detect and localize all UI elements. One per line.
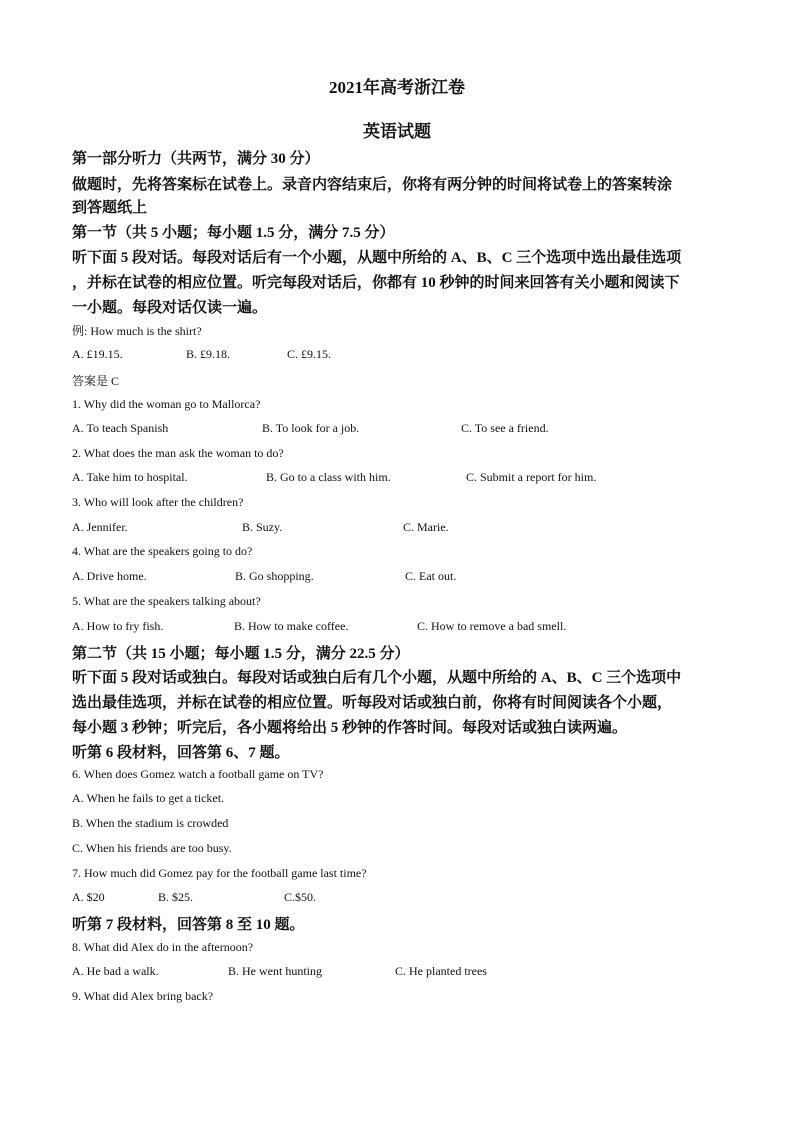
q3-option-b: B. Suzy. (242, 520, 283, 534)
section2-instruction-line3: 每小题 3 秒钟；听完后，各小题将给出 5 秒钟的作答时间。每段对话或独白读两遍。 (72, 720, 628, 736)
section2-heading: 第二节（共 15 小题；每小题 1.5 分，满分 22.5 分） (72, 646, 410, 662)
q3-option-a: A. Jennifer. (72, 520, 128, 534)
section1-instruction-line2: ，并标在试卷的相应位置。听完每段对话后，你都有 10 秒钟的时间来回答有关小题和阅读下 (72, 275, 680, 291)
question-3: 3. Who will look after the children? (72, 495, 244, 509)
q3-option-c: C. Marie. (403, 520, 449, 534)
q6-option-a: A. When he fails to get a ticket. (72, 791, 225, 805)
question-4: 4. What are the speakers going to do? (72, 544, 253, 558)
section1-instruction-line3: 一小题。每段对话仅读一遍。 (72, 300, 268, 316)
example-option-c: C. £9.15. (287, 347, 332, 361)
q4-option-a: A. Drive home. (72, 569, 147, 583)
exam-title: 2021年高考浙江卷 (329, 78, 465, 97)
q8-option-c: C. He planted trees (395, 964, 487, 978)
q8-option-a: A. He bad a walk. (72, 964, 159, 978)
part1-heading: 第一部分听力（共两节，满分 30 分） (72, 151, 320, 167)
question-5: 5. What are the speakers talking about? (72, 594, 261, 608)
material7-heading: 听第 7 段材料，回答第 8 至 10 题。 (72, 917, 305, 933)
q7-option-a: A. $20 (72, 890, 105, 904)
q1-option-c: C. To see a friend. (461, 421, 549, 435)
question-1: 1. Why did the woman go to Mallorca? (72, 397, 261, 411)
example-answer: 答案是 C (72, 374, 120, 388)
q6-option-b: B. When the stadium is crowded (72, 816, 229, 830)
material6-heading: 听第 6 段材料，回答第 6、7 题。 (72, 745, 290, 761)
q2-option-b: B. Go to a class with him. (266, 470, 391, 484)
question-7: 7. How much did Gomez pay for the football game last time? (72, 866, 367, 880)
question-2: 2. What does the man ask the woman to do? (72, 446, 284, 460)
q1-option-a: A. To teach Spanish (72, 421, 169, 435)
section1-heading: 第一节（共 5 小题；每小题 1.5 分，满分 7.5 分） (72, 225, 395, 241)
q2-option-a: A. Take him to hospital. (72, 470, 188, 484)
part1-instruction-line1: 做题时，先将答案标在试卷上。录音内容结束后，你将有两分钟的时间将试卷上的答案转涂 (72, 177, 673, 193)
q4-option-b: B. Go shopping. (235, 569, 314, 583)
example-question: 例: How much is the shirt? (72, 324, 202, 338)
q1-option-b: B. To look for a job. (262, 421, 360, 435)
q7-option-c: C.$50. (284, 890, 317, 904)
part1-instruction-line2: 到答题纸上 (72, 200, 148, 216)
q4-option-c: C. Eat out. (405, 569, 457, 583)
q5-option-b: B. How to make coffee. (234, 619, 349, 633)
exam-subtitle: 英语试题 (363, 122, 431, 141)
q6-option-c: C. When his friends are too busy. (72, 841, 232, 855)
q8-option-b: B. He went hunting (228, 964, 322, 978)
example-option-b: B. £9.18. (186, 347, 231, 361)
section1-instruction-line1: 听下面 5 段对话。每段对话后有一个小题，从题中所给的 A、B、C 三个选项中选出最佳选项 (72, 250, 682, 266)
question-8: 8. What did Alex do in the afternoon? (72, 940, 254, 954)
q5-option-c: C. How to remove a bad smell. (417, 619, 567, 633)
example-option-a: A. £19.15. (72, 347, 123, 361)
q7-option-b: B. $25. (158, 890, 194, 904)
q5-option-a: A. How to fry fish. (72, 619, 164, 633)
q2-option-c: C. Submit a report for him. (466, 470, 597, 484)
question-9: 9. What did Alex bring back? (72, 989, 214, 1003)
question-6: 6. When does Gomez watch a football game on TV? (72, 767, 324, 781)
section2-instruction-line2: 选出最佳选项，并标在试卷的相应位置。听每段对话或独白前，你将有时间阅读各个小题， (72, 695, 673, 711)
section2-instruction-line1: 听下面 5 段对话或独白。每段对话或独白后有几个小题，从题中所给的 A、B、C 三个选项中 (72, 670, 682, 686)
